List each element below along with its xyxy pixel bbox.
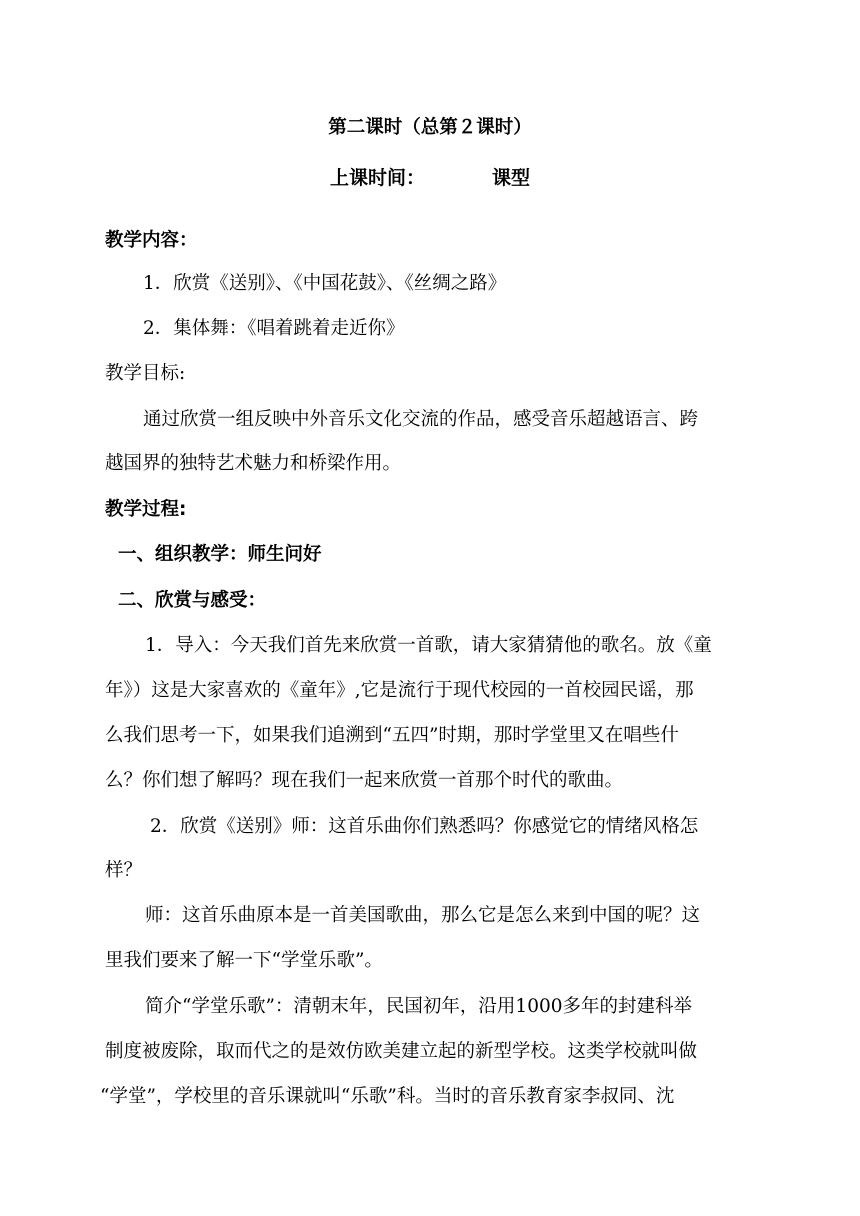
paragraph-line: 简介“学堂乐歌”：清朝末年，民国初年，沿用1000多年的封建科举 (145, 996, 692, 1017)
paragraph-line: 么？你们想了解吗？现在我们一起来欣赏一首那个时代的歌曲。 (105, 770, 624, 791)
lesson-type-label: 课型 (492, 167, 531, 189)
paragraph-line: 师：这首乐曲原本是一首美国歌曲，那么它是怎么来到中国的呢？这 (145, 905, 701, 926)
goal-line: 越国界的独特艺术魅力和桥梁作用。 (105, 453, 402, 474)
paragraph-line: 制度被废除，取而代之的是效仿欧美建立起的新型学校。这类学校就叫做 (105, 1041, 698, 1062)
content-heading: 教学内容： (105, 230, 198, 251)
paragraph-line: 样？ (105, 860, 143, 881)
section-heading-2: 二、欣赏与感受： (118, 590, 267, 611)
content-item: 1．欣赏《送别》、《中国花鼓》、《丝绸之路》 (143, 273, 507, 294)
paragraph-line: “学堂”，学校里的音乐课就叫“乐歌”科。当时的音乐教育家李叔同、沈 (100, 1086, 675, 1107)
paragraph-line: 年》）这是大家喜欢的《童年》,它是流行于现代校园的一首校园民谣，那 (105, 680, 694, 701)
content-item: 2．集体舞：《唱着跳着走近你》 (143, 318, 405, 339)
process-heading: 教学过程: (105, 499, 187, 520)
lesson-title: 第二课时（总第２课时） (328, 117, 532, 138)
paragraph-line: 2．欣赏《送别》师：这首乐曲你们熟悉吗？你感觉它的情绪风格怎 (150, 816, 699, 837)
goal-heading: 教学目标: (105, 363, 186, 384)
section-heading-1: 一、组织教学：师生问好 (118, 544, 322, 565)
class-time-label: 上课时间： (330, 167, 426, 189)
paragraph-line: 里我们要来了解一下“学堂乐歌”。 (105, 950, 383, 971)
paragraph-line: 么我们思考一下，如果我们追溯到“五四”时期，那时学堂里又在唱些什 (105, 725, 679, 746)
paragraph-line: 1．导入：今天我们首先来欣赏一首歌，请大家猜猜他的歌名。放《童 (145, 635, 712, 656)
lesson-meta-row (0, 166, 860, 194)
goal-line: 通过欣赏一组反映中外音乐文化交流的作品，感受音乐超越语言、跨 (143, 409, 699, 430)
